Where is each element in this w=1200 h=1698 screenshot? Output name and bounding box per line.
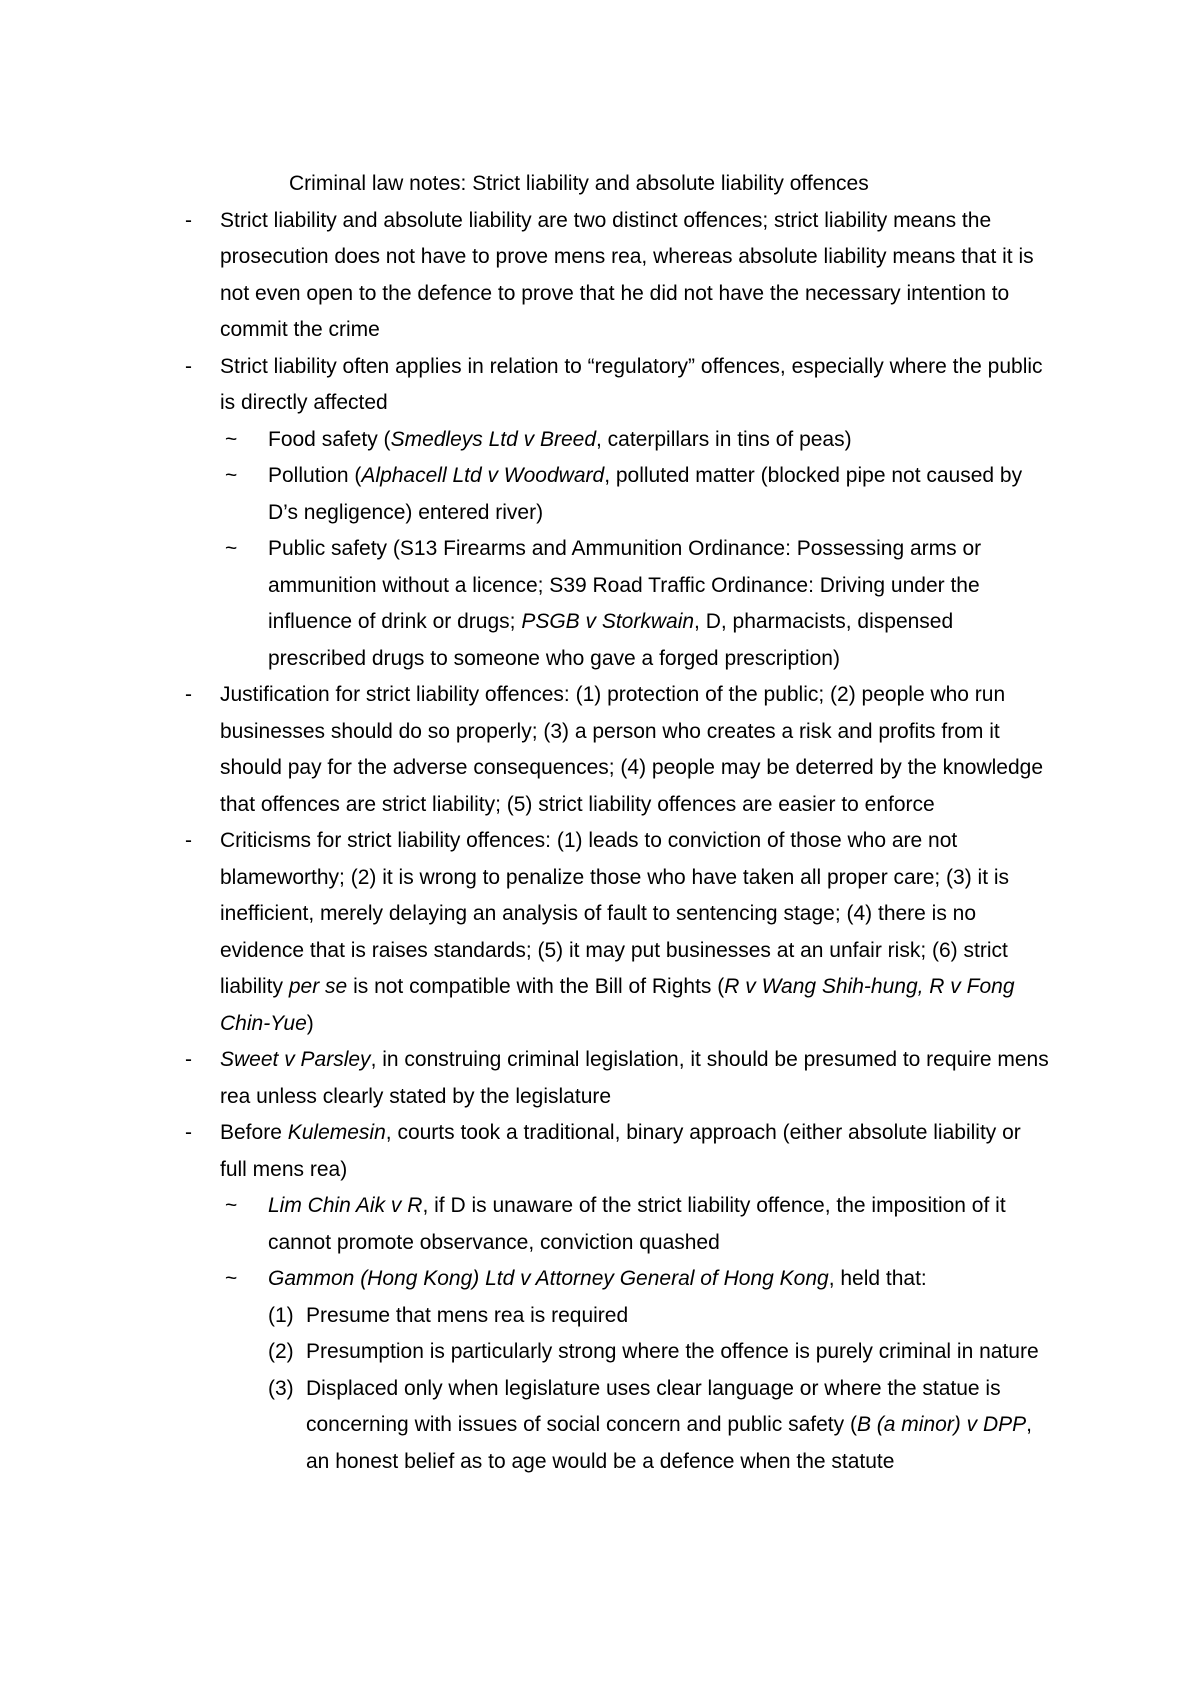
tilde-marker: ~ (225, 1267, 238, 1290)
case-name: PSGB v Storkwain (521, 610, 695, 633)
dash-marker: - (185, 208, 192, 232)
dash-marker: - (185, 829, 192, 852)
bullet-item (180, 823, 1050, 1042)
sub-text: , polluted matter (blocked pipe not caused by D’s negligence) entered river) (268, 464, 1023, 524)
case-name: Smedleys Ltd v Breed (390, 427, 596, 451)
bullet-text: Justification for strict liability offences: (1) protection of the public; (2) people who run businesses should do so properly; (3) a person who creates a risk and profits from it should pay for the adverse consequences; (4) people may be deterred by the knowledge that offences are strict liability; (5) strict liability offences are easier to enforce (220, 683, 1044, 816)
tilde-marker: ~ (225, 464, 238, 487)
dash-marker: - (185, 1121, 192, 1144)
case-name: Lim Chin Aik v R (268, 1194, 423, 1217)
bullet-item (180, 203, 1050, 349)
sub-text: , caterpillars in tins of peas) (596, 427, 852, 451)
case-name: R v Wang Shih-hung, R v Fong Chin-Yue (220, 975, 1015, 1035)
tilde-marker: ~ (225, 1194, 238, 1217)
sub-item (180, 1261, 1050, 1298)
numbered-text: Presumption is particularly strong where the offence is purely criminal in nature (306, 1340, 1039, 1363)
case-name: B (a minor) v DPP (856, 1413, 1027, 1436)
bullet-item (180, 677, 1050, 823)
sub-item (180, 1188, 1050, 1261)
case-name: Sweet v Parsley (220, 1048, 371, 1071)
numbered-list (180, 1298, 1050, 1481)
sub-text: Public safety (S13 Firearms and Ammunition Ordinance: Possessing arms or ammunition without a licence; S39 Road Traffic Ordinance: Driving under the influence of drink or drugs; (268, 537, 982, 633)
sub-text: , if D is unaware of the strict liability offence, the imposition of it cannot promote observance, conviction quashed (268, 1194, 1006, 1254)
bullet-text: Strict liability often applies in relation to “regulatory” offences, especially where the public is directly affected (220, 354, 1043, 414)
sub-text: , D, pharmacists, dispensed prescribed drugs to someone who gave a forged prescription) (268, 610, 954, 670)
bullet-text: , courts took a traditional, binary approach (either absolute liability or full mens rea) (220, 1121, 1021, 1181)
bullet-item (180, 1042, 1050, 1115)
dash-marker: - (185, 354, 192, 378)
sub-bullet-list (180, 1188, 1050, 1480)
numbered-text: Presume that mens rea is required (306, 1303, 629, 1327)
bullet-text: ) (306, 1011, 314, 1035)
case-name: Kulemesin (287, 1121, 386, 1144)
sub-text: , held that: (828, 1267, 927, 1290)
bullet-text: , in construing criminal legislation, it should be presumed to require mens rea unless clearly stated by the legislature (220, 1048, 1049, 1108)
sub-item (180, 458, 1050, 531)
latin-term: per se (288, 975, 348, 998)
main-bullet-list (180, 203, 1050, 1481)
sub-list-container (180, 1188, 1050, 1480)
case-name: Alphacell Ltd v Woodward (361, 464, 605, 487)
number-marker: (3) (268, 1376, 294, 1400)
numbered-item (180, 1371, 1050, 1481)
numbered-item (180, 1298, 1050, 1335)
document-body (180, 166, 1050, 1480)
sub-item (180, 422, 1050, 459)
sub-bullet-list (180, 422, 1050, 678)
case-name: Gammon (Hong Kong) Ltd v Attorney General of Hong Kong (268, 1267, 829, 1290)
document-title: Criminal law notes: Strict liability and absolute liability offences (289, 172, 869, 195)
number-marker: (2) (268, 1340, 294, 1363)
dash-marker: - (185, 683, 192, 706)
sub-item (180, 531, 1050, 677)
sub-text: Food safety ( (268, 427, 391, 451)
numbered-text: Displaced only when legislature uses clear language or where the statue is concerning with issues of social concern and public safety ( (306, 1376, 1001, 1436)
bullet-text: Before (220, 1121, 288, 1144)
bullet-item (180, 1115, 1050, 1188)
bullet-text: is not compatible with the Bill of Rights ( (347, 975, 725, 998)
numbered-item (180, 1334, 1050, 1371)
bullet-text: Strict liability and absolute liability are two distinct offences; strict liability means the prosecution does not have to prove mens rea, whereas absolute liability means that it is not even open to the defence to prove that he did not have the necessary intention to commit the crime (220, 208, 1034, 341)
numbered-text: , an honest belief as to age would be a defence when the statute (306, 1413, 1032, 1473)
dash-marker: - (185, 1048, 192, 1071)
bullet-item (180, 349, 1050, 422)
tilde-marker: ~ (225, 427, 238, 451)
number-marker: (1) (268, 1303, 294, 1327)
bullet-text: Criticisms for strict liability offences: (1) leads to conviction of those who are not blameworthy; (2) it is wrong to penalize those who have taken all proper care; (3) it is inefficient, merely delaying an analysis of fault to sentencing stage; (4) there is no evidence that is raises standards; (5) it may put businesses at an unfair risk; (6) strict liability (220, 829, 1010, 998)
tilde-marker: ~ (225, 537, 238, 560)
sub-text: Pollution ( (268, 464, 362, 487)
numbered-list-container (180, 1298, 1050, 1481)
sub-list-container (180, 422, 1050, 678)
